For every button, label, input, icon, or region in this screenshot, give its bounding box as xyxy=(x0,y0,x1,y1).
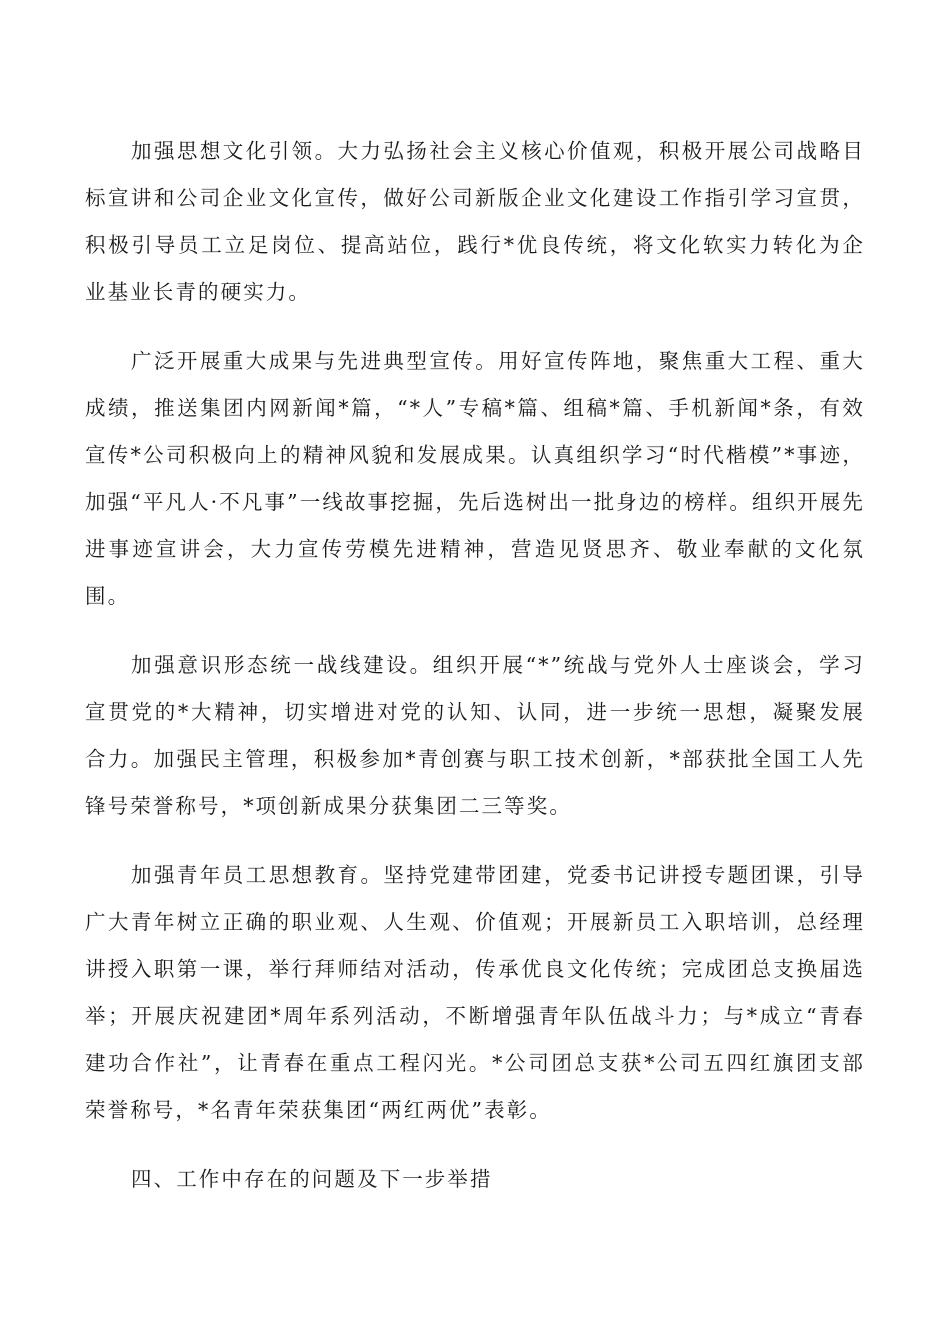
paragraph-achievements-publicity: 广泛开展重大成果与先进典型宣传。用好宣传阵地，聚焦重大工程、重大成绩，推送集团内网新闻*篇，“*人”专稿*篇、组稿*篇、手机新闻*条，有效宣传*公司积极向上的精神风貌和发展成果。认真组织学习“时代楷模”*事迹，加强“平凡人·不凡事”一线故事挖掘，先后选树出一批身边的榜样。组织开展先进事迹宣讲会，大力宣传劳模先进精神，营造见贤思齐、敬业奉献的文化氛围。 xyxy=(85,349,865,608)
section-heading: 四、工作中存在的问题及下一步举措 xyxy=(131,1167,493,1191)
paragraph-ideology-culture: 加强思想文化引领。大力弘扬社会主义核心价值观，积极开展公司战略目标宣讲和公司企业文化宣传，做好公司新版企业文化建设工作指引学习宣贯，积极引导员工立足岗位、提高站位，践行*优良传统，将文化软实力转化为企业基业长青的硬实力。 xyxy=(85,139,865,304)
paragraph-youth-education: 加强青年员工思想教育。坚持党建带团建，党委书记讲授专题团课，引导广大青年树立正确的职业观、人生观、价值观；开展新员工入职培训，总经理讲授入职第一课，举行拜师结对活动，传承优良文化传统；完成团总支换届选举；开展庆祝建团*周年系列活动，不断增强青年队伍战斗力；与*成立“青春建功合作社”，让青春在重点工程闪光。*公司团总支获*公司五四红旗团支部荣誉称号，*名青年荣获集团“两红两优”表彰。 xyxy=(85,863,865,1122)
paragraph-united-front: 加强意识形态统一战线建设。组织开展“*”统战与党外人士座谈会，学习宣贯党的*大精神，切实增进对党的认知、认同，进一步统一思想，凝聚发展合力。加强民主管理，积极参加*青创赛与职工技术创新，*部获批全国工人先锋号荣誉称号，*项创新成果分获集团二三等奖。 xyxy=(85,653,865,818)
document-page xyxy=(85,128,865,1203)
